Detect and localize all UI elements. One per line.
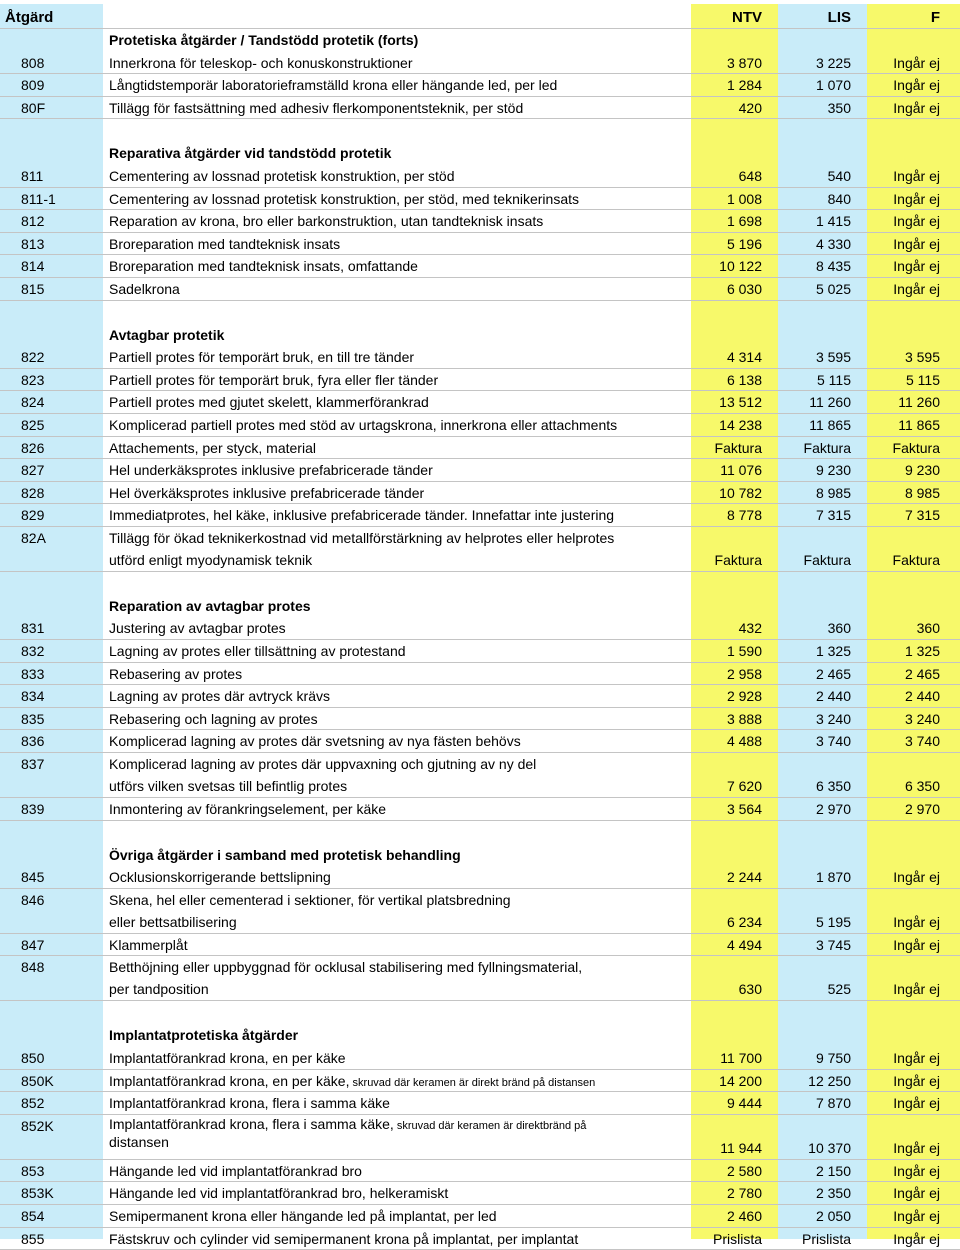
row-price-f: Ingår ej — [893, 1185, 940, 1202]
row-code: 836 — [21, 733, 45, 750]
row-price-lis: 5 115 — [817, 371, 851, 388]
row-price-f: Ingår ej — [893, 1050, 940, 1066]
row-code: 852 — [21, 1095, 45, 1112]
row-price-lis: 525 — [827, 981, 851, 998]
table-row — [0, 52, 960, 75]
header-f: F — [930, 9, 940, 26]
row-price-f: Ingår ej — [893, 1139, 940, 1156]
row-price-lis: 2 970 — [815, 801, 851, 818]
row-code: 809 — [21, 77, 45, 94]
row-price-f: Ingår ej — [893, 213, 940, 230]
row-description: Implantatförankrad krona, flera i samma käke — [109, 1095, 390, 1112]
row-price-ntv: 6 234 — [726, 913, 762, 930]
row-price-f: 1 325 — [904, 643, 940, 660]
row-code: 837 — [21, 756, 45, 773]
table-row — [0, 1092, 960, 1115]
row-description: Cementering av lossnad protetisk konstruktion, per stöd, med teknikerinsats — [109, 190, 580, 207]
row-code: 834 — [21, 688, 45, 705]
table-row — [0, 753, 960, 798]
row-price-f: Ingår ej — [893, 54, 940, 71]
row-description: Semipermanent krona eller hängande led på implantat, per led — [109, 1207, 497, 1224]
section-spacer — [0, 301, 960, 324]
table-row — [0, 210, 960, 233]
row-price-ntv: 14 238 — [719, 416, 762, 433]
row-price-f: Ingår ej — [893, 1162, 940, 1179]
table-row — [0, 459, 960, 482]
row-price-lis: 11 260 — [809, 394, 851, 411]
section-heading-row — [0, 844, 960, 867]
row-price-lis: 2 440 — [815, 688, 851, 705]
row-price-f: Ingår ej — [893, 258, 940, 275]
row-code: 80F — [21, 99, 46, 116]
price-table — [0, 4, 960, 1250]
row-price-ntv: 2 580 — [726, 1162, 762, 1179]
row-description: Betthöjning eller uppbyggnad för ocklusal stabilisering med fyllningsmaterial, — [109, 959, 583, 976]
row-price-f: Ingår ej — [893, 167, 940, 184]
row-description: Reparation av krona, bro eller barkonstruktion, utan tandteknisk insats — [109, 213, 544, 230]
row-price-f: 7 315 — [904, 507, 940, 524]
section-heading-row — [0, 142, 960, 165]
row-description: Broreparation med tandteknisk insats — [109, 235, 341, 252]
row-price-lis: 3 225 — [815, 54, 851, 71]
section-spacer — [0, 821, 960, 844]
row-code: 811 — [21, 167, 44, 184]
row-price-lis: 3 745 — [815, 936, 851, 953]
row-price-lis: 840 — [827, 190, 851, 207]
row-code: 846 — [21, 891, 45, 908]
row-code: 839 — [21, 801, 45, 818]
row-description: Partiell protes för temporärt bruk, en till tre tänder — [109, 349, 415, 366]
table-row — [0, 866, 960, 889]
row-description: Inmontering av förankringselement, per käke — [109, 801, 387, 818]
row-price-ntv: 648 — [738, 167, 762, 184]
row-code: 813 — [21, 235, 45, 252]
row-price-lis: 2 150 — [815, 1162, 851, 1179]
header-ntv: NTV — [732, 9, 762, 26]
row-price-f: Ingår ej — [893, 1230, 940, 1247]
row-description: Komplicerad lagning av protes där uppvaxning och gjutning av ny del — [109, 756, 537, 773]
row-code: 814 — [21, 258, 45, 275]
table-row — [0, 1205, 960, 1228]
row-price-ntv: 420 — [738, 99, 762, 116]
row-price-lis: Prislista — [801, 1230, 851, 1247]
row-price-f: 11 260 — [898, 394, 940, 411]
section-spacer — [0, 572, 960, 595]
row-price-f: 2 440 — [904, 688, 940, 705]
row-price-lis: 8 435 — [815, 258, 851, 275]
row-price-lis: 7 870 — [815, 1095, 851, 1112]
row-description-note: skruvad där keramen är direkt bränd på distansen — [349, 1076, 596, 1089]
table-row — [0, 391, 960, 414]
row-price-lis: 5 025 — [815, 280, 851, 297]
row-code: 824 — [21, 394, 45, 411]
row-price-ntv: 4 488 — [726, 733, 762, 750]
row-price-lis: 350 — [827, 99, 851, 116]
row-price-ntv: Prislista — [712, 1230, 762, 1247]
row-price-lis: 12 250 — [808, 1072, 851, 1089]
row-code: 828 — [21, 484, 45, 501]
row-price-ntv: 11 076 — [720, 462, 762, 479]
row-code: 853K — [21, 1185, 54, 1202]
row-description: Attachements, per styck, material — [109, 439, 316, 456]
row-description: Skena, hel eller cementerad i sektioner, för vertikal platsbredning — [109, 891, 511, 908]
row-code: 811-1 — [21, 190, 56, 207]
row-description: Komplicerad lagning av protes där svetsning av nya fästen behövs — [109, 733, 521, 750]
row-description: Tillägg för fastsättning med adhesiv flerkomponentsteknik, per stöd — [109, 99, 524, 116]
row-price-lis: Faktura — [803, 439, 851, 456]
row-code: 853 — [21, 1162, 45, 1179]
row-description-line2: eller bettsatbilisering — [109, 913, 237, 930]
table-row — [0, 233, 960, 256]
table-row — [0, 414, 960, 437]
row-price-f: Ingår ej — [893, 190, 940, 207]
row-description: Implantatförankrad krona, en per käke, skruvad där keramen är direkt bränd på distansen — [109, 1072, 596, 1089]
row-price-ntv: Faktura — [714, 439, 762, 456]
table-row — [0, 956, 960, 1001]
table-row — [0, 527, 960, 572]
row-code: 825 — [21, 416, 45, 433]
row-price-lis: 360 — [827, 620, 851, 637]
row-price-lis: 7 315 — [815, 507, 851, 524]
table-row — [0, 188, 960, 211]
section-heading: Reparation av avtagbar protes — [109, 597, 311, 614]
row-price-f: 3 240 — [904, 710, 940, 727]
row-price-lis: 8 985 — [815, 484, 851, 501]
row-description: Hängande led vid implantatförankrad bro — [109, 1162, 362, 1179]
section-heading-row — [0, 324, 960, 347]
row-description: Hel underkäksprotes inklusive prefabricerade tänder — [109, 462, 433, 479]
row-description: Justering av avtagbar protes — [109, 620, 286, 637]
row-description: Sadelkrona — [109, 280, 180, 297]
row-code: 855 — [21, 1230, 45, 1247]
row-description: Immediatprotes, hel käke, inklusive prefabricerade tänder. Innefattar inte justering — [109, 507, 615, 524]
section-heading: Protetiska åtgärder / Tandstödd protetik (forts) — [109, 32, 419, 48]
row-price-lis: 2 350 — [815, 1185, 851, 1202]
row-price-ntv: 4 314 — [726, 349, 762, 366]
section-heading: Reparativa åtgärder vid tandstödd protetik — [109, 145, 392, 162]
table-row — [0, 346, 960, 369]
row-price-f: 9 230 — [904, 462, 940, 479]
table-row — [0, 97, 960, 120]
row-price-ntv: 1 284 — [726, 77, 762, 94]
row-price-f: 2 465 — [904, 665, 940, 682]
row-price-lis: 3 740 — [815, 733, 851, 750]
table-row — [0, 798, 960, 821]
table-row — [0, 165, 960, 188]
table-row — [0, 504, 960, 527]
row-description: Klammerplåt — [109, 936, 188, 953]
table-row — [0, 730, 960, 753]
row-price-lis: 1 325 — [815, 643, 851, 660]
row-price-ntv: 10 122 — [719, 258, 762, 275]
row-price-lis: Faktura — [803, 551, 851, 568]
row-price-f: 6 350 — [904, 778, 940, 795]
row-description-line2: utförs vilken svetsas till befintlig protes — [109, 778, 348, 795]
row-description: Innerkrona för teleskop- och konuskonstruktioner — [109, 54, 413, 71]
row-description-line2: per tandposition — [109, 981, 209, 998]
row-price-ntv: 1 590 — [726, 643, 762, 660]
row-price-f: 3 740 — [904, 733, 940, 750]
row-description: Hel överkäksprotes inklusive prefabricerade tänder — [109, 484, 425, 501]
row-description: Cementering av lossnad protetisk konstruktion, per stöd — [109, 167, 455, 184]
row-code: 852K — [21, 1117, 54, 1134]
row-price-ntv: 5 196 — [726, 235, 762, 252]
row-price-ntv: Faktura — [714, 551, 762, 568]
row-price-f: Ingår ej — [893, 936, 940, 953]
section-heading-row — [0, 29, 960, 52]
row-description: Implantatförankrad krona, en per käke — [109, 1050, 346, 1066]
section-heading-row — [0, 595, 960, 618]
row-description: Hängande led vid implantatförankrad bro, helkeramiskt — [109, 1185, 449, 1202]
row-code: 848 — [21, 959, 45, 976]
row-description: Broreparation med tandteknisk insats, omfattande — [109, 258, 418, 275]
table-row — [0, 1182, 960, 1205]
row-code: 845 — [21, 869, 45, 886]
row-description: Partiell protes med gjutet skelett, klammerförankrad — [109, 394, 429, 411]
row-price-lis: 1 415 — [815, 213, 851, 230]
row-price-f: 3 595 — [904, 349, 940, 366]
row-description: Långtidstemporär laboratorieframställd krona eller hängande led, per led — [109, 77, 558, 94]
row-price-f: 8 985 — [904, 484, 940, 501]
table-row — [0, 1160, 960, 1183]
row-price-f: Ingår ej — [893, 1207, 940, 1224]
row-code: 833 — [21, 665, 45, 682]
table-row — [0, 437, 960, 460]
row-price-ntv: 11 700 — [720, 1050, 762, 1066]
row-price-f: Ingår ej — [893, 981, 940, 998]
row-price-lis: 6 350 — [815, 778, 851, 795]
row-code: 847 — [21, 936, 45, 953]
row-description: Rebasering och lagning av protes — [109, 710, 318, 727]
row-description: Partiell protes för temporärt bruk, fyra eller fler tänder — [109, 371, 439, 388]
row-price-f: 2 970 — [904, 801, 940, 818]
row-price-ntv: 2 244 — [726, 869, 762, 886]
row-price-lis: 10 370 — [808, 1139, 851, 1156]
row-price-f: Ingår ej — [893, 280, 940, 297]
row-code: 815 — [21, 280, 45, 297]
row-code: 835 — [21, 710, 45, 727]
section-heading: Implantatprotetiska åtgärder — [109, 1027, 299, 1044]
row-price-f: Faktura — [892, 551, 940, 568]
section-spacer — [0, 119, 960, 142]
row-price-ntv: 4 494 — [726, 936, 762, 953]
table-row — [0, 663, 960, 686]
row-code: 823 — [21, 371, 45, 388]
header-lis: LIS — [827, 9, 851, 26]
row-code: 832 — [21, 643, 45, 660]
row-price-f: Faktura — [892, 439, 940, 456]
row-price-lis: 1 070 — [815, 77, 851, 94]
row-price-ntv: 630 — [738, 981, 762, 998]
row-description: Fästskruv och cylinder vid semipermanent krona på implantat, per implantat — [109, 1230, 579, 1247]
table-header-row — [0, 4, 960, 29]
row-description: Komplicerad partiell protes med stöd av urtagskrona, innerkrona eller attachments — [109, 416, 618, 433]
row-price-ntv: 6 138 — [726, 371, 762, 388]
row-description: Lagning av protes där avtryck krävs — [109, 688, 330, 705]
row-code: 808 — [21, 54, 45, 71]
table-row — [0, 1115, 960, 1160]
table-row — [0, 1070, 960, 1093]
table-row — [0, 640, 960, 663]
row-description-note-line2: distansen — [109, 1133, 169, 1150]
row-price-f: Ingår ej — [893, 235, 940, 252]
row-code: 831 — [21, 620, 45, 637]
row-code: 854 — [21, 1207, 45, 1224]
row-description-line2: utförd enligt myodynamisk teknik — [109, 551, 313, 568]
row-price-ntv: 11 944 — [720, 1139, 762, 1156]
row-price-lis: 2 465 — [815, 665, 851, 682]
row-price-ntv: 10 782 — [719, 484, 762, 501]
row-price-ntv: 2 460 — [726, 1207, 762, 1224]
row-price-lis: 5 195 — [815, 913, 851, 930]
row-price-ntv: 2 780 — [726, 1185, 762, 1202]
row-price-f: Ingår ej — [893, 1095, 940, 1112]
table-row — [0, 617, 960, 640]
table-row — [0, 482, 960, 505]
row-price-f: 11 865 — [898, 416, 940, 433]
row-price-ntv: 14 200 — [719, 1072, 762, 1089]
table-row — [0, 278, 960, 301]
header-code: Åtgärd — [5, 9, 54, 26]
row-price-f: Ingår ej — [893, 913, 940, 930]
row-price-f: Ingår ej — [893, 99, 940, 116]
row-price-lis: 2 050 — [815, 1207, 851, 1224]
row-price-f: Ingår ej — [893, 1072, 940, 1089]
row-code: 826 — [21, 439, 45, 456]
row-price-ntv: 3 564 — [726, 801, 762, 818]
row-price-ntv: 1 698 — [726, 213, 762, 230]
section-spacer — [0, 1001, 960, 1024]
table-row — [0, 255, 960, 278]
row-price-ntv: 2 928 — [726, 688, 762, 705]
table-row — [0, 889, 960, 934]
table-row — [0, 934, 960, 957]
row-description: Rebasering av protes — [109, 665, 243, 682]
section-heading: Övriga åtgärder i samband med protetisk behandling — [109, 846, 461, 863]
row-code: 82A — [21, 529, 46, 546]
table-row — [0, 1047, 960, 1070]
row-price-lis: 9 230 — [815, 462, 851, 479]
table-row — [0, 369, 960, 392]
row-price-lis: 9 750 — [815, 1050, 851, 1066]
row-price-ntv: 1 008 — [726, 190, 762, 207]
section-heading-row — [0, 1024, 960, 1047]
row-price-ntv: 13 512 — [719, 394, 762, 411]
row-description: Implantatförankrad krona, flera i samma käke, skruvad där keramen är direktbränd på — [109, 1115, 587, 1132]
row-code: 850 — [21, 1050, 45, 1066]
row-code: 827 — [21, 462, 45, 479]
section-heading: Avtagbar protetik — [109, 326, 225, 343]
row-code: 850K — [21, 1072, 54, 1089]
row-price-f: 360 — [916, 620, 940, 637]
row-price-lis: 3 595 — [815, 349, 851, 366]
row-price-ntv: 7 620 — [726, 778, 762, 795]
row-price-lis: 4 330 — [815, 235, 851, 252]
row-price-ntv: 3 888 — [726, 710, 762, 727]
row-description-note: skruvad där keramen är direktbränd på — [393, 1119, 587, 1132]
row-price-ntv: 6 030 — [726, 280, 762, 297]
table-row — [0, 708, 960, 731]
row-description: Tillägg för ökad teknikerkostnad vid metallförstärkning av helprotes eller helprotes — [109, 529, 615, 546]
row-price-ntv: 2 958 — [726, 665, 762, 682]
table-row — [0, 74, 960, 97]
table-row — [0, 685, 960, 708]
row-price-ntv: 432 — [738, 620, 762, 637]
row-price-lis: 3 240 — [815, 710, 851, 727]
row-price-ntv: 3 870 — [726, 54, 762, 71]
row-code: 829 — [21, 507, 45, 524]
row-price-f: Ingår ej — [893, 77, 940, 94]
row-code: 812 — [21, 213, 45, 230]
row-price-lis: 540 — [827, 167, 851, 184]
row-description: Lagning av protes eller tillsättning av protestand — [109, 643, 406, 660]
row-price-f: Ingår ej — [893, 869, 940, 886]
row-price-ntv: 9 444 — [726, 1095, 762, 1112]
row-price-lis: 1 870 — [815, 869, 851, 886]
row-price-ntv: 8 778 — [726, 507, 762, 524]
row-price-f: 5 115 — [906, 371, 940, 388]
row-description: Ocklusionskorrigerande bettslipning — [109, 869, 331, 886]
row-price-lis: 11 865 — [809, 416, 851, 433]
row-code: 822 — [21, 349, 45, 366]
